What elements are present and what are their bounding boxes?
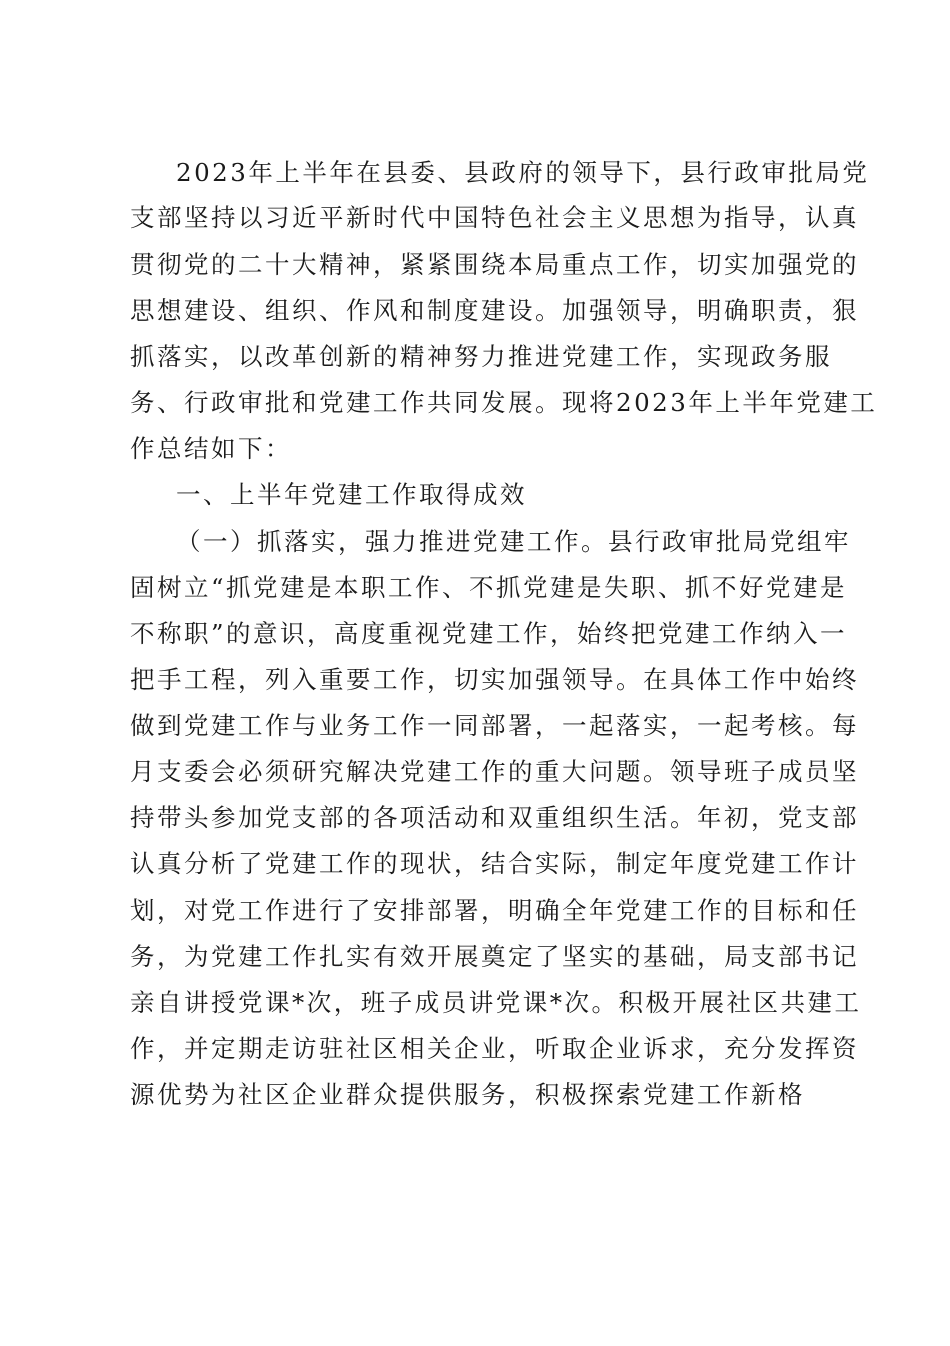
paragraph-1-line-5: 抓落实，以改革创新的精神努力推进党建工作，实现政务服: [130, 342, 832, 371]
paragraph-2-line-6: 月支委会必须研究解决党建工作的重大问题。领导班子成员坚: [130, 757, 859, 786]
paragraph-2-line-8: 认真分析了党建工作的现状，结合实际，制定年度党建工作计: [130, 849, 859, 878]
paragraph-2-line-13: 源优势为社区企业群众提供服务，积极探索党建工作新格: [130, 1080, 805, 1109]
paragraph-2-line-12: 作，并定期走访驻社区相关企业，听取企业诉求，充分发挥资: [130, 1034, 859, 1063]
paragraph-2-line-4: 把手工程，列入重要工作，切实加强领导。在具体工作中始终: [130, 665, 859, 694]
paragraph-2-line-3: 不称职”的意识，高度重视党建工作，始终把党建工作纳入一: [130, 619, 848, 648]
paragraph-2-line-7: 持带头参加党支部的各项活动和双重组织生活。年初，党支部: [130, 803, 859, 832]
paragraph-2-line-10: 务，为党建工作扎实有效开展奠定了坚实的基础，局支部书记: [130, 942, 859, 971]
paragraph-1-line-7: 作总结如下：: [130, 434, 292, 463]
paragraph-1-line-1: 2023年上半年在县委、县政府的领导下，县行政审批局党: [176, 158, 870, 187]
paragraph-2-line-9: 划，对党工作进行了安排部署，明确全年党建工作的目标和任: [130, 896, 859, 925]
paragraph-1-line-4: 思想建设、组织、作风和制度建设。加强领导，明确职责，狠: [130, 296, 859, 325]
paragraph-1-line-3: 贯彻党的二十大精神，紧紧围绕本局重点工作，切实加强党的: [130, 250, 859, 279]
paragraph-2-line-1: （一）抓落实，强力推进党建工作。县行政审批局党组牢: [176, 527, 851, 556]
paragraph-2-line-2: 固树立“抓党建是本职工作、不抓党建是失职、抓不好党建是: [130, 573, 848, 602]
paragraph-2-line-5: 做到党建工作与业务工作一同部署，一起落实，一起考核。每: [130, 711, 859, 740]
section-heading: 一、上半年党建工作取得成效: [176, 480, 527, 509]
paragraph-1-line-2: 支部坚持以习近平新时代中国特色社会主义思想为指导，认真: [130, 203, 859, 232]
paragraph-2-line-11: 亲自讲授党课*次，班子成员讲党课*次。积极开展社区共建工: [130, 988, 862, 1017]
paragraph-1-line-6: 务、行政审批和党建工作共同发展。现将2023年上半年党建工: [130, 388, 878, 417]
